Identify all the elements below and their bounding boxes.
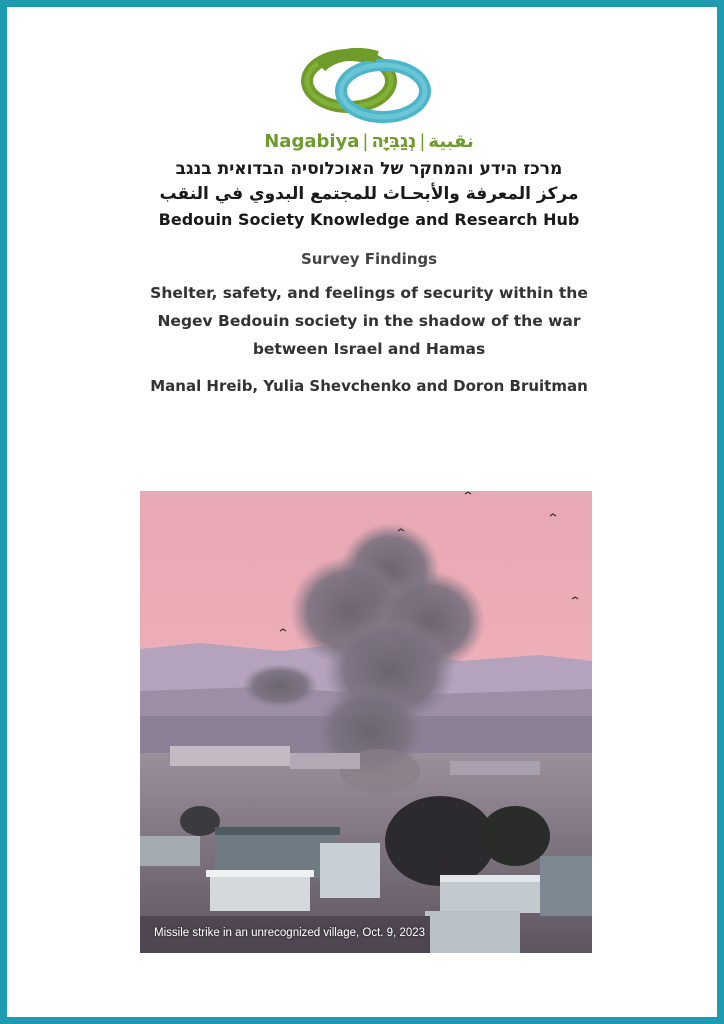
brand-hebrew: נְגַבִּיָּה [371, 131, 417, 152]
logo [299, 47, 435, 125]
org-name-english: Bedouin Society Knowledge and Research Hub [158, 210, 580, 229]
report-title: Shelter, safety, and feelings of security within the Negev Bedouin society in the shadow of the war between Israel and Hamas [150, 284, 588, 358]
org-name-hebrew: מרכז הידע והמחקר של האוכלוסיה הבדואית בנגב [175, 159, 563, 179]
org-name-arabic: مركز المعرفة والأبحـاث للمجتمع البدوي في النقب [159, 184, 579, 204]
brand-arabic: نقبية [428, 131, 474, 152]
report-subtitle: Survey Findings [300, 250, 438, 268]
missile-strike-photo [140, 491, 592, 953]
cover-photo [140, 491, 592, 953]
brand-latin: Nagabiya [264, 131, 360, 152]
brand-name: Nagabiya | نقبية|נְגַבִּיָּה [264, 131, 474, 152]
rings-logo-icon [299, 47, 435, 125]
report-authors: Manal Hreib, Yulia Shevchenko and Doron Bruitman [150, 377, 588, 395]
photo-caption: Missile strike in an unrecognized village, Oct. 9, 2023 [154, 927, 426, 939]
